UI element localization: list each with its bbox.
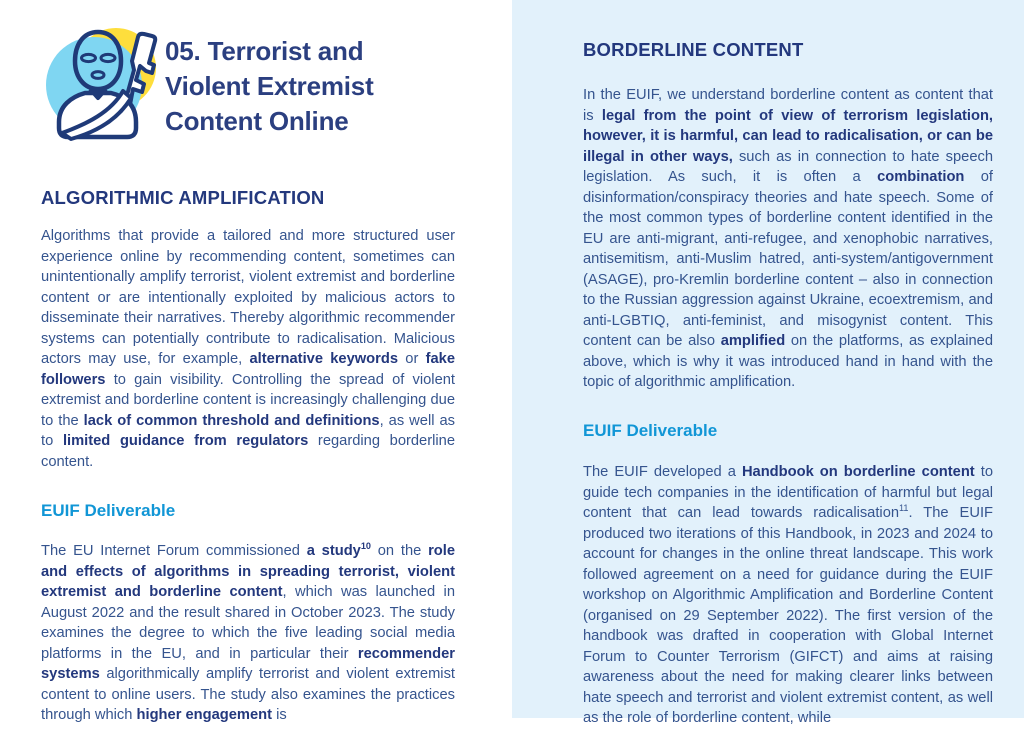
chapter-title: 05. Terrorist and Violent Extremist Content Online: [165, 36, 374, 136]
subheading-euif-deliverable-right: EUIF Deliverable: [583, 421, 718, 440]
paragraph-borderline-content: In the EUIF, we understand borderline content as content that is legal from the point of view of terrorism legislation, however, it is harmful, can lead to radicalisation, or can be illegal in other ways, such as in connection to hate speech legislation. As such, it is often a combination of disinformation/conspiracy theories and hate speech. Some of the most common types of borderline content identified in the EU are anti-migrant, anti-refugee, and xenophobic narratives, antisemitism, anti-Muslim hatred, anti-system/antigovernment (ASAGE), pro-Kremlin borderline content – also in connection to the Russian aggression against Ukraine, ecoextremism, and anti-LGBTIQ, anti-feminist, and misogynist content. This content can be also amplified on the platforms, as explained above, which is why it was introduced hand in hand with the topic of algorithmic amplification.: [583, 87, 994, 390]
section-heading-borderline-content: BORDERLINE CONTENT: [583, 39, 804, 60]
right-panel: [512, 0, 1024, 726]
section-heading-algorithmic-amplification: ALGORITHMIC AMPLIFICATION: [41, 187, 325, 208]
masked-gunman-icon: [35, 22, 167, 146]
subheading-euif-deliverable-left: EUIF Deliverable: [41, 501, 176, 520]
paragraph-algorithmic-amplification: Algorithms that provide a tailored and more structured user experience online by recommending content, sometimes can unintentionally amplify terrorist, violent extremist and borderline content or are intentionally exploited by malicious actors to disseminate their narratives. Thereby algorithmic recommender systems can potentially contribute to radicalisation. Malicious actors may use, for example, alternative keywords or fake followers to gain visibility. Controlling the spread of violent extremist and borderline content is increasingly challenging due to the lack of common threshold and definitions, as well as to limited guidance from regulators regarding borderline content.: [41, 228, 455, 470]
left-column: [41, 0, 456, 723]
paragraph-euif-deliverable-left: The EU Internet Forum commissioned a study$^{10}$ on the role and effects of algorithms in spreading terrorist, violent extremist and borderline content, which was launched in August 2022 and the result shared in October 2023. The study examines the degree to which the five leading social media platforms in the EU, and in particular their recommender systems algorithmically amplify terrorist and violent extremist content to online users. The study also examines the practices through which higher engagement is: [41, 541, 456, 723]
paragraph-euif-deliverable-right: The EUIF developed a Handbook on borderline content to guide tech companies in the identification of harmful but legal content that can lead towards radicalisation$^{11}$. The EUIF produced two iterations of this Handbook, in 2023 and 2024 to account for changes in the online threat landscape. This work followed agreement on a need for guidance during the EUIF workshop on Algorithmic Amplification and Borderline Content (organised on 29 September 2022). The first version of the handbook was drafted in cooperation with Global Internet Forum to Counter Terrorism (GIFCT) and aims at raising awareness about the need for making clearer links between hate speech and terrorist and violent extremist content, as well as the role of borderline content, while: [583, 464, 994, 726]
